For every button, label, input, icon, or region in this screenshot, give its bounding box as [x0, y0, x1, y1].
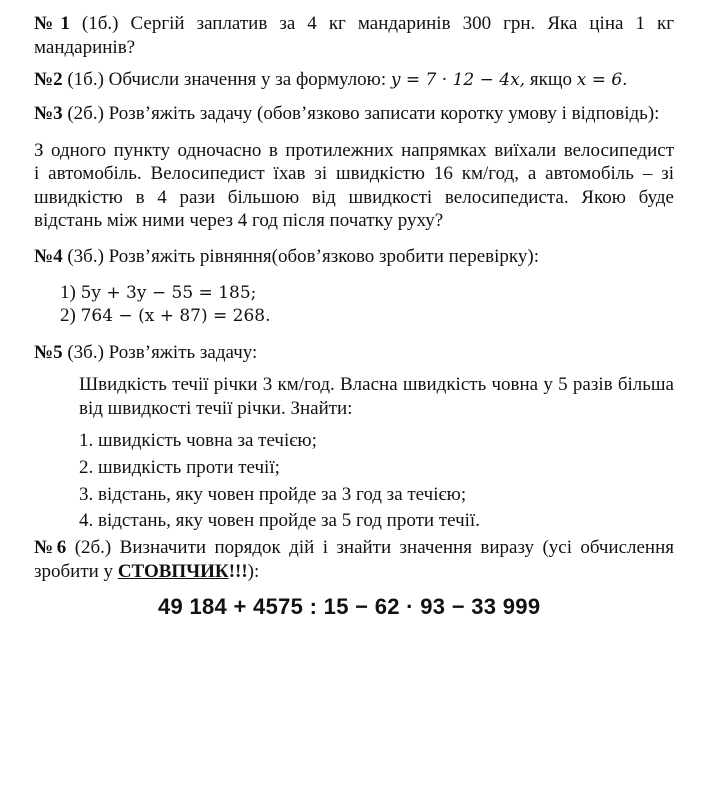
- task-1-number: №1: [34, 13, 70, 34]
- task-5-number: №5: [34, 342, 63, 363]
- task-6-line-1: [34, 537, 674, 559]
- task-6-line-2: [34, 561, 259, 583]
- task-2-formula: y = 7 · 12 − 4x,: [390, 70, 526, 90]
- task-6-number: №6: [34, 537, 67, 558]
- task-1-text: (1б.) Сергій заплатив за 4 кг мандаринів 300 грн. Яка ціна 1 кг: [81, 13, 675, 34]
- task-6-text: (2б.) Визначити порядок дій і знайти значення виразу (усі обчислення: [74, 537, 675, 558]
- task-2-condition: x = 6.: [576, 70, 628, 90]
- task-3-number: №3: [34, 103, 63, 124]
- task-3-header-text: (2б.) Розв’яжіть задачу (обов’язково записати коротку умову і відповідь):: [67, 103, 660, 124]
- task-4-header-text: (3б.) Розв’яжіть рівняння(обов’язково зробити перевірку):: [67, 246, 539, 267]
- task-4-header: [34, 246, 539, 268]
- task-5-header: [34, 342, 257, 364]
- equation-2-label: 2): [60, 305, 76, 326]
- task-2-line: [34, 69, 628, 91]
- task-5-item: 1. швидкість човна за течією;: [79, 430, 317, 451]
- task-5-item: 3. відстань, яку човен пройде за 3 год за течією;: [79, 484, 467, 505]
- task-4-equation-1: [60, 282, 256, 304]
- task-5-line-2: від швидкості течії річки. Знайти:: [79, 398, 353, 419]
- task-3-line: швидкістю в 4 рази більшою від швидкості велосипедиста. Якою буде: [34, 187, 674, 208]
- task-5-header-text: (3б.) Розв’яжіть задачу:: [67, 342, 258, 363]
- task-2-number: №2: [34, 69, 63, 90]
- column-emphasis: СТОВПЧИК: [117, 561, 229, 582]
- task-4-number: №4: [34, 246, 63, 267]
- exclamation-marks: !!!: [228, 561, 248, 582]
- task-5-item: 4. відстань, яку човен пройде за 5 год проти течії.: [79, 510, 480, 531]
- task-3-header: [34, 103, 659, 125]
- task-6-line-2-end: ):: [247, 561, 260, 582]
- task-2-text: (1б.) Обчисли значення у за формулою:: [67, 69, 387, 90]
- task-3-line: і автомобіль. Велосипедист їхав зі швидкістю 16 км/год, а автомобіль – зі: [34, 163, 674, 184]
- task-2-condition-word: якщо: [529, 69, 572, 90]
- task-1-line-1: [34, 13, 674, 35]
- task-5-item: 2. швидкість проти течії;: [79, 457, 280, 478]
- task-6-line-2-start: зробити у: [34, 561, 114, 582]
- task-3-line: З одного пункту одночасно в протилежних напрямках виїхали велосипедист: [34, 140, 674, 161]
- task-3-line: відстань між ними через 4 год після початку руху?: [34, 210, 444, 231]
- equation-2-text: 764 − (x + 87) = 268.: [80, 306, 271, 326]
- task-5-line-1: Швидкість течії річки 3 км/год. Власна швидкість човна у 5 разів більша: [79, 374, 674, 395]
- task-6-expression: 49 184 + 4575 : 15 − 62 · 93 − 33 999: [158, 594, 541, 619]
- task-1-line-2: мандаринів?: [34, 37, 136, 58]
- task-4-equation-2: [60, 305, 271, 327]
- equation-1-label: 1): [60, 282, 76, 303]
- equation-1-text: 5y + 3y − 55 = 185;: [80, 283, 257, 303]
